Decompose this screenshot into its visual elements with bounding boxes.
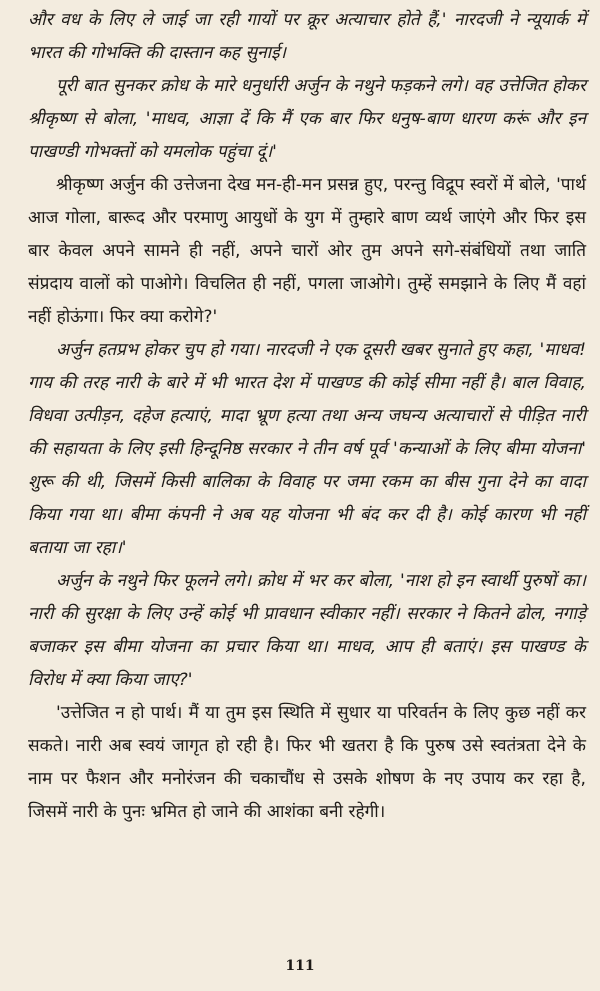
paragraph-4: अर्जुन हतप्रभ होकर चुप हो गया। नारदजी ने एक दूसरी खबर सुनाते हुए कहा, 'माधव! गाय की तरह नारी के बारे में भी भारत देश में पाखण्ड की कोई सीमा नहीं है। बाल विवाह, विधवा उत्पीड़न, दहेज हत्याएं, मादा भ्रूण हत्या तथा अन्य जघन्य अत्याचारों से पीड़ित नारी की सहायता के लिए इसी हिन्दूनिष्ठ सरकार ने तीन वर्ष पूर्व 'कन्याओं के लिए बीमा योजना' शुरू की थी, जिसमें किसी बालिका के विवाह पर जमा रकम का बीस गुना देने का वादा किया गया था। बीमा कंपनी ने अब यह योजना भी बंद कर दी है। कोई कारण भी नहीं बताया जा रहा।'	[28, 340, 586, 558]
paragraph-1: और वध के लिए ले जाई जा रही गायों पर क्रूर अत्याचार होते हैं,' नारदजी ने न्यूयार्क में भारत की गोभक्ति की दास्तान कह सुनाई।	[28, 10, 586, 63]
paragraph-3: श्रीकृष्ण अर्जुन की उत्तेजना देख मन-ही-मन प्रसन्न हुए, परन्तु विद्रूप स्वरों में बोले, 'पार्थ आज गोला, बारूद और परमाणु आयुधों के युग में तुम्हारे बाण व्यर्थ जाएंगे और फिर इस बार केवल अपने सामने ही नहीं, अपने चारों ओर तुम अपने सगे-संबंधियों तथा जाति संप्रदाय वालों को पाओगे। विचलित ही नहीं, पगला जाओगे। तुम्हें समझाने के लिए मैं वहां नहीं होऊंगा। फिर क्या करोगे?'	[28, 175, 586, 327]
paragraph-2: पूरी बात सुनकर क्रोध के मारे धनुर्धारी अर्जुन के नथुने फड़कने लगे। वह उत्तेजित होकर श्रीकृष्ण से बोला, 'माधव, आज्ञा दें कि मैं एक बार फिर धनुष-बाण धारण करूं और इन पाखण्डी गोभक्तों को यमलोक पहुंचा दूं।'	[28, 76, 586, 162]
paragraph-6: 'उत्तेजित न हो पार्थ। मैं या तुम इस स्थिति में सुधार या परिवर्तन के लिए कुछ नहीं कर सकते। नारी अब स्वयं जागृत हो रही है। फिर भी खतरा है कि पुरुष उसे स्वतंत्रता देने के नाम पर फैशन और मनोरंजन की चकाचौंध से उसके शोषण के नए उपाय कर रहा है, जिसमें नारी के पुनः भ्रमित हो जाने की आशंका बनी रहेगी।	[28, 703, 586, 822]
paragraph-5: अर्जुन के नथुने फिर फूलने लगे। क्रोध में भर कर बोला, 'नाश हो इन स्वार्थी पुरुषों का। नारी की सुरक्षा के लिए उन्हें कोई भी प्रावधान स्वीकार नहीं। सरकार ने कितने ढोल, नगाड़े बजाकर इस बीमा योजना का प्रचार किया था। माधव, आप ही बताएं। इस पाखण्ड के विरोध में क्या किया जाए?'	[28, 571, 586, 690]
page-number: 111	[285, 958, 315, 974]
